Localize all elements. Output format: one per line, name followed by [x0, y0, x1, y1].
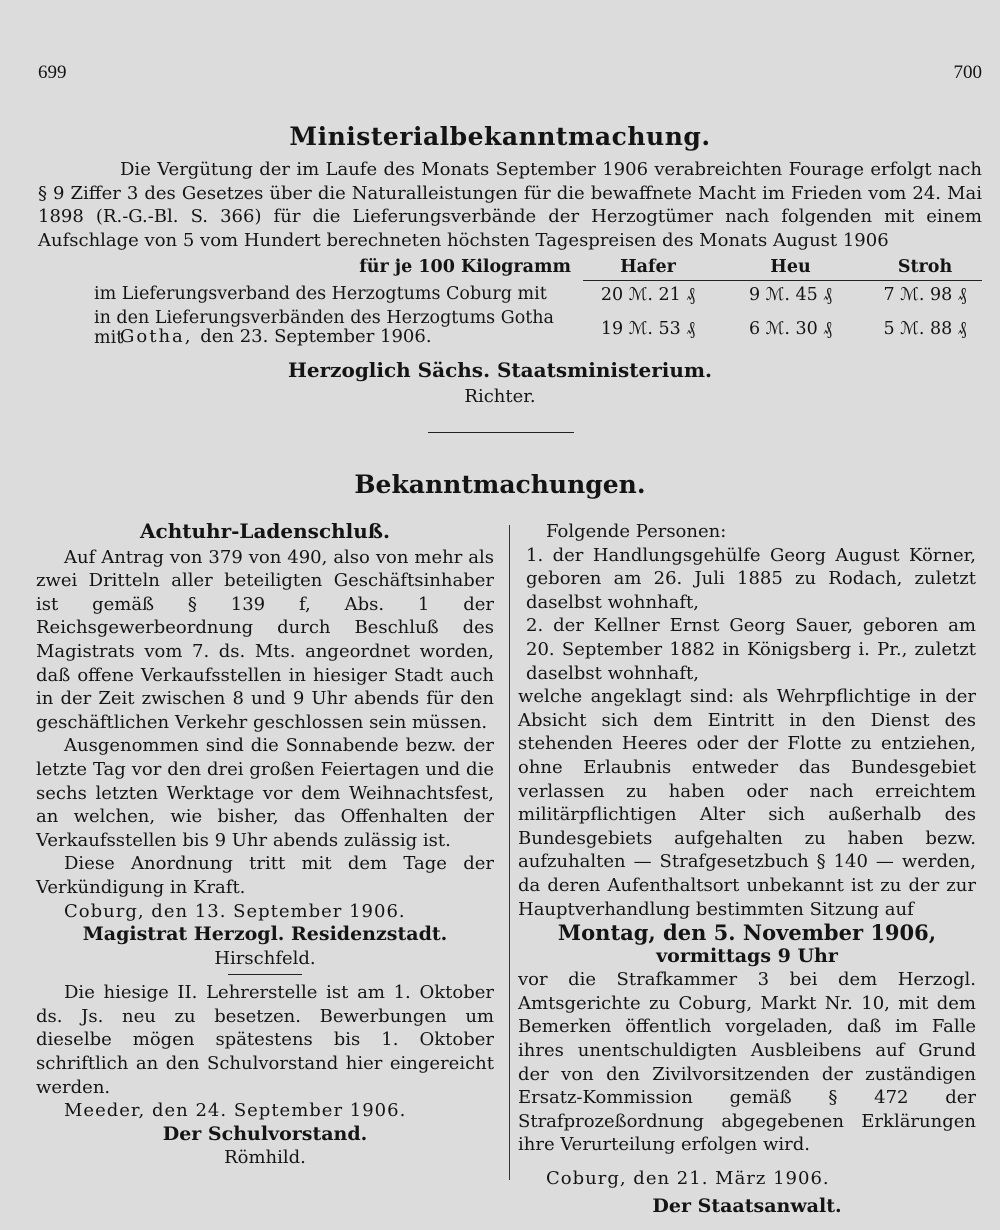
row-label: im Lieferungsverband des Herzogtums Coburg mit: [94, 283, 547, 304]
ministerial-place-date: [120, 326, 432, 347]
column-divider: [509, 525, 510, 1180]
price-cell: 6 ℳ. 30 ₰: [748, 318, 833, 339]
notice-signature: Magistrat Herzogl. Residenzstadt.: [82, 923, 448, 946]
section-divider: [428, 432, 574, 433]
page-number-right: 700: [953, 62, 982, 83]
notice-signatory: Hirschfeld.: [214, 947, 316, 969]
hearing-date: Montag, den 5. November 1906,: [557, 920, 937, 946]
price-cell: 20 ℳ. 21 ₰: [600, 284, 696, 305]
column-header-stroh: Stroh: [848, 254, 982, 281]
price-cell: 7 ℳ. 98 ₰: [883, 284, 967, 305]
notice-paragraph: Ausgenommen sind die Sonnabende bezw. der letzte Tag vor den drei großen Feiertagen und die sechs letzten Werktage vor dem Weihnachtsfest, an welchen, wie bisher, das Offenhalten der Verkaufsstellen bis 9 Uhr abends zulässig ist.: [36, 735, 494, 851]
date: den 23. September 1906.: [200, 326, 432, 347]
table-header-row: [38, 254, 982, 281]
column-header-heu: Heu: [713, 254, 848, 281]
left-column: [36, 520, 494, 1170]
announcements-title: Bekanntmachungen.: [354, 470, 646, 499]
notice-signature: Der Schulvorstand.: [162, 1122, 368, 1145]
notice-paragraph: Die hiesige II. Lehrerstelle ist am 1. Oktober ds. Js. neu zu besetzen. Bewerbungen um dieselbe mögen spätestens bis 1. Oktober schriftlich an den Schulvorstand hier eingereicht werden.: [36, 982, 494, 1098]
summons-person-1: 1. der Handlungsgehülfe Georg August Körner, geboren am 26. Juli 1885 zu Rodach, zuletzt daselbst wohnhaft,: [526, 544, 976, 613]
row-label: in den Lieferungsverbänden des Herzogtums Gotha mit: [94, 308, 554, 348]
hearing-time: vormittags 9 Uhr: [656, 944, 838, 967]
price-cell: 9 ℳ. 45 ₰: [748, 284, 833, 305]
place: Gotha,: [120, 326, 193, 347]
table-header-label: für je 100 Kilogramm: [359, 257, 571, 278]
notice-divider: [228, 974, 302, 975]
summons-intro: Folgende Personen:: [546, 521, 727, 542]
column-header-hafer: Hafer: [583, 254, 713, 281]
ministerial-signatory: Richter.: [464, 386, 536, 407]
notice-place-date: Coburg, den 13. September 1906.: [64, 900, 406, 922]
summons-signature: Der Staatsanwalt.: [652, 1194, 842, 1217]
page-number-left: 699: [38, 62, 67, 83]
summons-paragraph: vor die Strafkammer 3 bei dem Herzogl. Amtsgerichte zu Coburg, Markt Nr. 10, mit dem Bemerken öffentlich vorgeladen, daß im Falle ihres unentschuldigten Ausbleibens auf Grund der von den Zivilvorsitzenden der zuständigen Ersatz-Kommission gemäß § 472 der Strafprozeßordnung abgegebenen Erklärungen ihre Verurteilung erfolgen wird.: [518, 969, 976, 1156]
ministerial-title: Ministerialbekanntmachung.: [289, 122, 711, 151]
price-cell: 5 ℳ. 88 ₰: [883, 318, 967, 339]
right-column: [518, 520, 976, 1218]
summons-person-2: 2. der Kellner Ernst Georg Sauer, geboren am 20. September 1882 in Königsberg i. Pr., zuletzt daselbst wohnhaft,: [526, 615, 976, 684]
notice-signatory: Römhild.: [224, 1147, 306, 1169]
summons-paragraph: welche angeklagt sind: als Wehrpflichtige in der Absicht sich dem Eintritt in den Dienst des stehenden Heeres oder der Flotte zu entziehen, ohne Erlaubnis entweder das Bundesgebiet verlassen zu haben oder nach erreichtem militärpflichtigen Alter sich außerhalb des Bundesgebiets aufgehalten zu haben bezw. aufzuhalten — Strafgesetzbuch § 140 — werden, da deren Aufenthaltsort unbekannt ist zu der zur Hauptverhandlung bestimmten Sitzung auf: [518, 686, 976, 920]
notice-place-date: Meeder, den 24. September 1906.: [64, 1100, 407, 1122]
price-cell: 19 ℳ. 53 ₰: [600, 318, 696, 339]
notice-paragraph: Auf Antrag von 379 von 490, also von mehr als zwei Dritteln aller beteiligten Geschäftsinhaber ist gemäß § 139 f, Abs. 1 der Reichsgewerbeordnung durch Beschluß des Magistrats vom 7. ds. Mts. angeordnet worden, daß offene Verkaufsstellen in hiesiger Stadt auch in der Zeit zwischen 8 und 9 Uhr abends für den geschäftlichen Verkehr geschlossen sein müssen.: [36, 546, 494, 733]
table-row: [38, 281, 982, 308]
ministerial-text-block: [38, 158, 982, 252]
ministerial-signature: Herzoglich Sächs. Staatsministerium.: [287, 358, 713, 382]
summons-place-date: Coburg, den 21. März 1906.: [546, 1168, 830, 1190]
notice-paragraph: Diese Anordnung tritt mit dem Tage der Verkündigung in Kraft.: [36, 853, 494, 898]
ministerial-paragraph: Die Vergütung der im Laufe des Monats September 1906 verabreichten Fourage erfolgt nach § 9 Ziffer 3 des Gesetzes über die Naturalleistungen für die bewaffnete Macht im Frieden vom 24. Mai 1898 (R.-G.-Bl. S. 366) für die Lieferungsverbände der Herzogtümer nach folgenden mit einem Aufschlage von 5 vom Hundert berechneten höchsten Tagespreisen des Monats August 1906: [38, 159, 982, 251]
notice-heading: Achtuhr-Ladenschluß.: [140, 519, 390, 543]
